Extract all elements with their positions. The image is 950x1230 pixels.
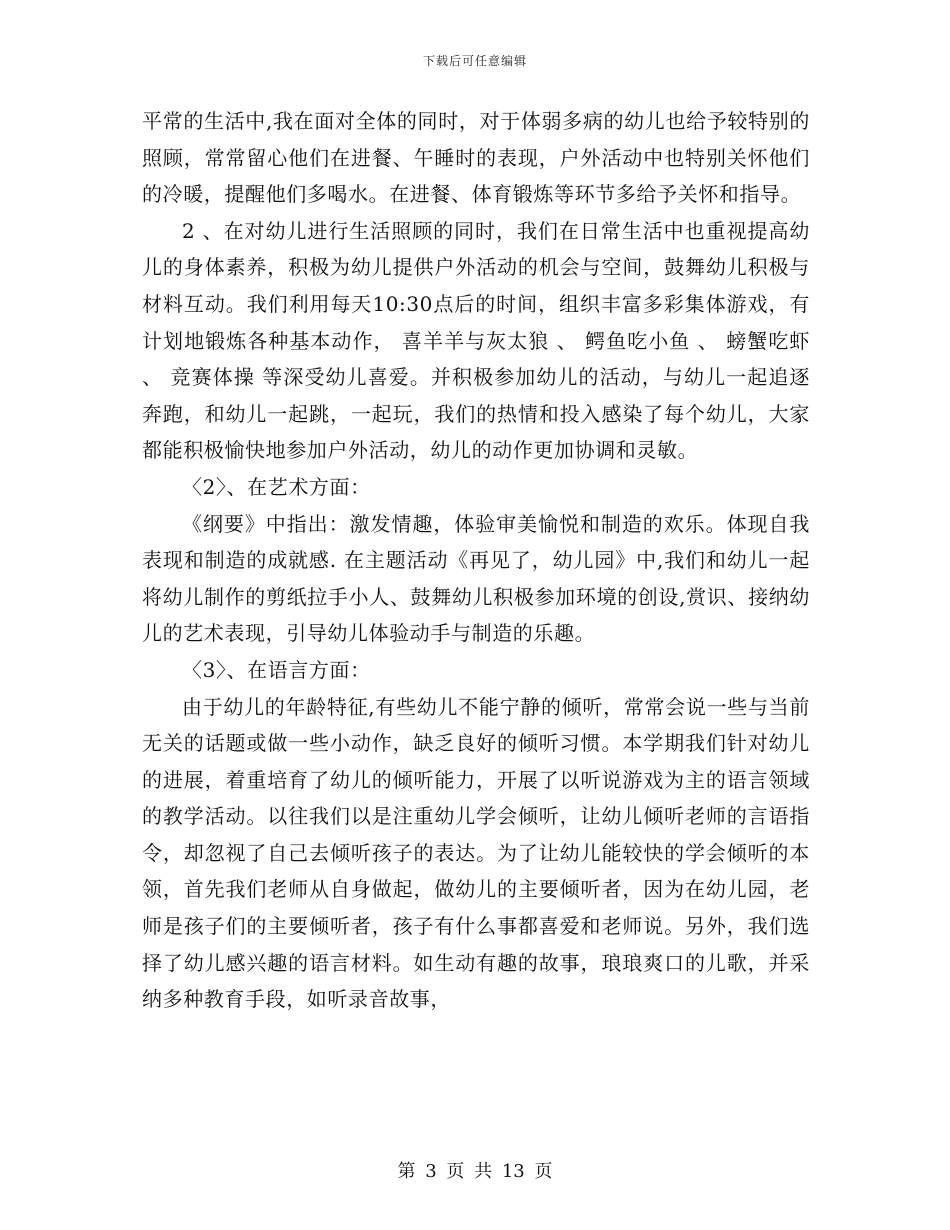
section-heading-art: 〈2〉、在艺术方面： (182, 474, 371, 499)
paragraph-language: 由于幼儿的年龄特征,有些幼儿不能宁静的倾听，常常会说一些与当前无关的话题或做一些小动作，缺乏良好的倾听习惯。本学期我们针对幼儿的进展，着重培育了幼儿的倾听能力，开展了以听说游戏为主的语言领域的教学活动。以往我们以是注重幼儿学会倾听，让幼儿倾听老师的言语指令，却忽视了自己去倾听孩子的表达。为了让幼儿能较快的学会倾听的本领，首先我们老师从自身做起，做幼儿的主要倾听者，因为在幼儿园，老师是孩子们的主要倾听者，孩子有什么事都喜爱和老师说。另外，我们选择了幼儿感兴趣的语言材料。如生动有趣的故事，琅琅爽口的儿歌，并采纳多种教育手段，如听录音故事， (142, 694, 810, 1012)
paragraph-1: 平常的生活中,我在面对全体的同时，对于体弱多病的幼儿也给予较特别的照顾，常常留心他们在进餐、午睡时的表现，户外活动中也特别关怀他们的冷暖，提醒他们多喝水。在进餐、体育锻炼等环节多给予关怀和指导。 (142, 109, 810, 207)
section-heading-language: 〈3〉、在语言方面： (182, 657, 371, 682)
page-number: 第 3 页 共 13 页 (397, 1161, 553, 1182)
paragraph-2: 2 、在对幼儿进行生活照顾的同时，我们在日常生活中也重视提高幼儿的身体素养，积极为幼儿提供户外活动的机会与空间，鼓舞幼儿积极与材料互动。我们利用每天10:30点后的时间，组织丰富多彩集体游戏，有计划地锻炼各种基本动作， 喜羊羊与灰太狼 、 鳄鱼吃小鱼 、 螃蟹吃虾 、 竞赛体操 等深受幼儿喜爱。并积极参加幼儿的活动，与幼儿一起追逐奔跑，和幼儿一起跳，一起玩，我们的热情和投入感染了每个幼儿，大家都能积极愉快地参加户外活动，幼儿的动作更加协调和灵敏。 (142, 218, 810, 463)
paragraph-art: 《纲要》中指出：激发情趣，体验审美愉悦和制造的欢乐。体现自我表现和制造的成就感. 在主题活动《再见了，幼儿园》中,我们和幼儿一起将幼儿制作的剪纸拉手小人、鼓舞幼儿积极参加环境的创设,赏识、接纳幼儿的艺术表现，引导幼儿体验动手与制造的乐趣。 (142, 511, 810, 646)
page-header-note: 下载后可任意编辑 (422, 54, 527, 68)
document-body (142, 103, 810, 1018)
